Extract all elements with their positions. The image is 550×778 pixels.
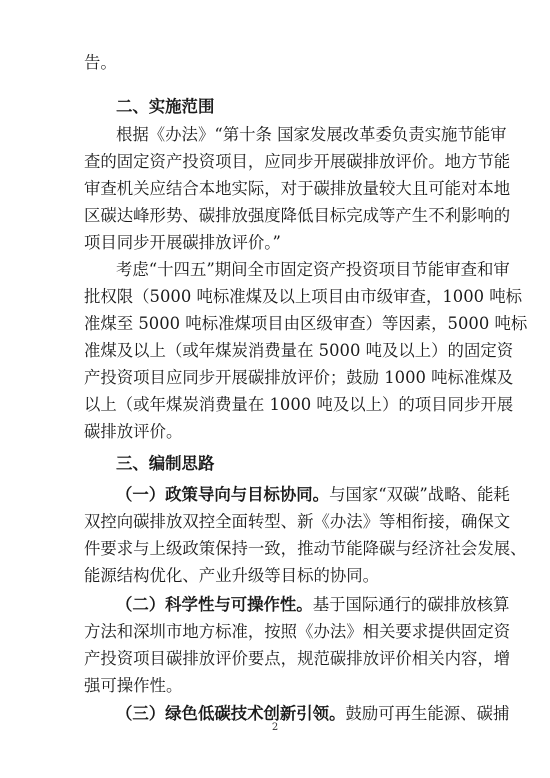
- paragraph-line: [116, 594, 510, 616]
- paragraph-line: 根据《办法》“第十条 国家发展改革委负责实施节能审: [116, 125, 507, 144]
- subsection-text: 与国家“双碳”战略、能耗: [329, 485, 510, 504]
- paragraph-fragment: 告。: [84, 53, 117, 72]
- paragraph-line: 查的固定资产投资项目，应同步开展碳排放评价。地方节能: [84, 152, 511, 171]
- paragraph-line: 能源结构优化、产业升级等目标的协同。: [84, 566, 380, 585]
- paragraph-line: 产投资项目碳排放评价要点，规范碳排放评价相关内容，增: [84, 649, 511, 668]
- paragraph-line: 件要求与上级政策保持一致，推动节能降碳与经济社会发展、: [84, 539, 527, 558]
- paragraph-line: 以上（或年煤炭消费量在 1000 吨及以上）的项目同步开展: [84, 395, 514, 414]
- paragraph-line: [116, 484, 510, 506]
- subsection-text: 基于国际通行的碳排放核算: [312, 595, 510, 614]
- subsection-lead: （一）政策导向与目标协同。: [116, 485, 330, 504]
- paragraph-line: 批权限（5000 吨标准煤及以上项目由市级审查，1000 吨标: [84, 287, 523, 306]
- paragraph-line: 碳排放评价。: [84, 422, 183, 441]
- paragraph-line: 方法和深圳市地方标准，按照《办法》相关要求提供固定资: [84, 622, 511, 641]
- section-heading-scope: 二、实施范围: [116, 97, 215, 116]
- subsection-lead: （三）绿色低碳技术创新引领。: [116, 704, 346, 723]
- paragraph-line: 考虑“十四五”期间全市固定资产投资项目节能审查和审: [116, 260, 510, 279]
- paragraph-line: 双控向碳排放双控全面转型、新《办法》等相衔接，确保文: [84, 512, 511, 531]
- section-heading-approach: 三、编制思路: [116, 454, 215, 473]
- paragraph-line: 审查机关应结合本地实际，对于碳排放量较大且可能对本地: [84, 179, 511, 198]
- paragraph-line: 准煤及以上（或年煤炭消费量在 5000 吨及以上）的固定资: [84, 341, 514, 360]
- paragraph-line: 产投资项目应同步开展碳排放评价；鼓励 1000 吨标准煤及: [84, 368, 514, 387]
- paragraph-line: 区碳达峰形势、碳排放强度降低目标完成等产生不利影响的: [84, 206, 511, 225]
- subsection-lead: （二）科学性与可操作性。: [116, 595, 313, 614]
- paragraph-line: 强可操作性。: [84, 676, 183, 695]
- paragraph-line: 项目同步开展碳排放评价。”: [84, 233, 281, 252]
- paragraph-line: 准煤至 5000 吨标准煤项目由区级审查）等因素，5000 吨标: [84, 314, 528, 333]
- page-number: 2: [271, 722, 279, 733]
- subsection-text: 鼓励可再生能源、碳捕: [345, 704, 510, 723]
